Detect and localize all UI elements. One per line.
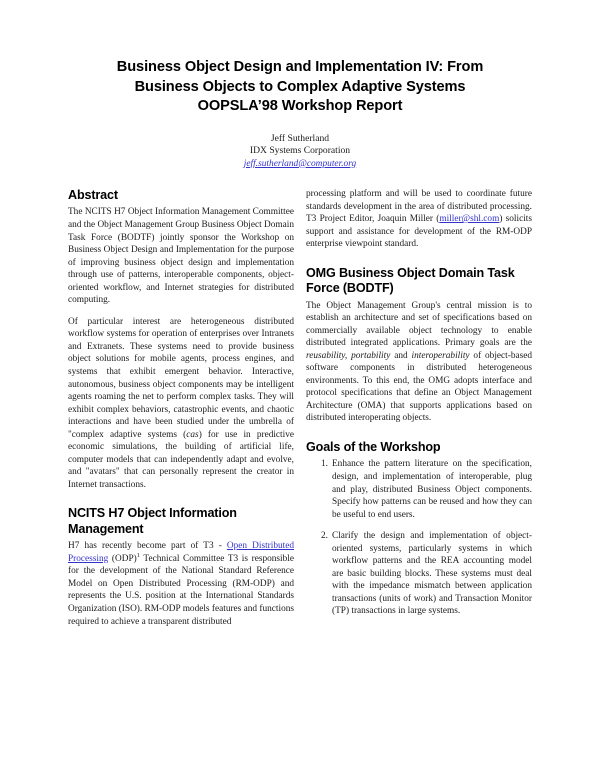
abstract-paragraph-2: [68, 316, 294, 492]
two-column-body: [68, 188, 532, 748]
author-name: Jeff Sutherland: [270, 132, 330, 144]
title-line-2: Business Objects to Complex Adaptive Systems: [134, 78, 466, 95]
heading-goals-of-the-workshop: Goals of the Workshop: [306, 440, 441, 455]
page-title: [68, 58, 532, 117]
heading-omg-bodtf: OMG Business Object Domain Task Force (BODTF): [306, 265, 515, 296]
continuation-text-b: ) solicits support and assistance for development of the RM-ODP enterprise viewpoint standard.: [306, 214, 532, 250]
title-line-1: Business Object Design and Implementation IV: From: [116, 59, 484, 75]
list-item: Enhance the pattern literature on the specification, design, and implementation of interoperable, plug and play, distributed Business Object components. Specify how patterns can be reused and how they can be useful to end users.: [332, 459, 532, 520]
heading-abstract: Abstract: [68, 188, 118, 202]
goals-list: [306, 458, 532, 618]
author-email-link[interactable]: jeff.sutherland@computer.org: [243, 158, 357, 169]
omg-emphasis-reusability-portability: reusability, portability: [306, 350, 391, 361]
left-column: [68, 188, 294, 748]
omg-emphasis-interoperability: interoperability: [411, 350, 470, 361]
abstract-p2-emphasis-cas: cas: [186, 429, 199, 440]
author-organization: IDX Systems Corporation: [249, 145, 351, 157]
open-distributed-processing-link[interactable]: Open Distributed Processing: [68, 541, 294, 564]
continuation-paragraph: [306, 188, 532, 251]
title-line-3: OOPSLA’98 Workshop Report: [197, 98, 403, 114]
omg-text-b: and: [390, 350, 412, 361]
ncits-text-a: H7 has recently become part of T3 -: [68, 541, 227, 552]
omg-text-c: of object-based software components in distributed heterogeneous environments. To this end, the OMG adopts interface and protocol specifications that define an Object Management Architecture (OMA) that supports applications based on distributed interoperating objects.: [306, 350, 533, 424]
paper-header: [68, 58, 532, 170]
footnote-marker-1[interactable]: 1: [136, 551, 140, 559]
ncits-text-b: (ODP): [108, 553, 137, 564]
abstract-p2-text-b: ) for use in predictive economic simulations, the building of artificial life, computer models that can independently adapt and evolve, and "avatars" that can personally represent the creator in Internet transactions.: [68, 429, 294, 490]
ncits-text-c: Technical Committee T3 is responsible for the development of the National Standard Reference Model on Open Distributed Processing (RM-ODP) and represents the U.S. position at the International Standards Organization (ISO). RM-ODP models features and functions required to achieve a transparent distributed: [68, 553, 294, 627]
miller-email-link[interactable]: miller@shl.com: [439, 214, 500, 225]
list-item: Clarify the design and implementation of object-oriented systems, particularly systems in which workflow patterns and the REA accounting model are basic building blocks. These systems must deal with the impedance mismatch between application transactions (units of work) and Transaction Monitor (TP) transactions in large systems.: [332, 531, 532, 617]
abstract-paragraph-1: The NCITS H7 Object Information Management Committee and the Object Management Group Business Object Domain Task Force (BODTF) jointly sponsor the Workshop on Business Object Design and Implementation for the purpose of improving business object design and implementation through use of patterns, interoperable components, object-oriented workflow, and Internet strategies for distributed computing.: [68, 207, 294, 306]
heading-ncits-h7: NCITS H7 Object Information Management: [68, 506, 237, 536]
abstract-p2-text-a: Of particular interest are heterogeneous distributed workflow systems for operation of enterprises over Intranets and Extranets. These systems need to provide business object solutions for mobile agents, process engines, and systems that exhibit emergent behavior. Interactive, autonomous, business object components may be intelligent agents roaming the net to perform complex tasks. They will exhibit complex behaviors, catastrophic events, and chaotic interactions and have been studied under the umbrella of "complex adaptive systems (: [68, 316, 294, 440]
continuation-text-a: processing platform and will be used to coordinate future standards development in the area of distributed processing. T3 Project Editor, Joaquin Miller (: [306, 189, 532, 225]
omg-text-a: The Object Management Group's central mission is to establish an architecture and set of specifications based on commercially available object technology to enable distributed integrated applications. Primary goals are the: [306, 300, 532, 349]
ncits-paragraph-1: [68, 540, 294, 628]
right-column: [306, 188, 532, 748]
author-block: [68, 133, 532, 171]
omg-paragraph-1: [306, 300, 532, 425]
